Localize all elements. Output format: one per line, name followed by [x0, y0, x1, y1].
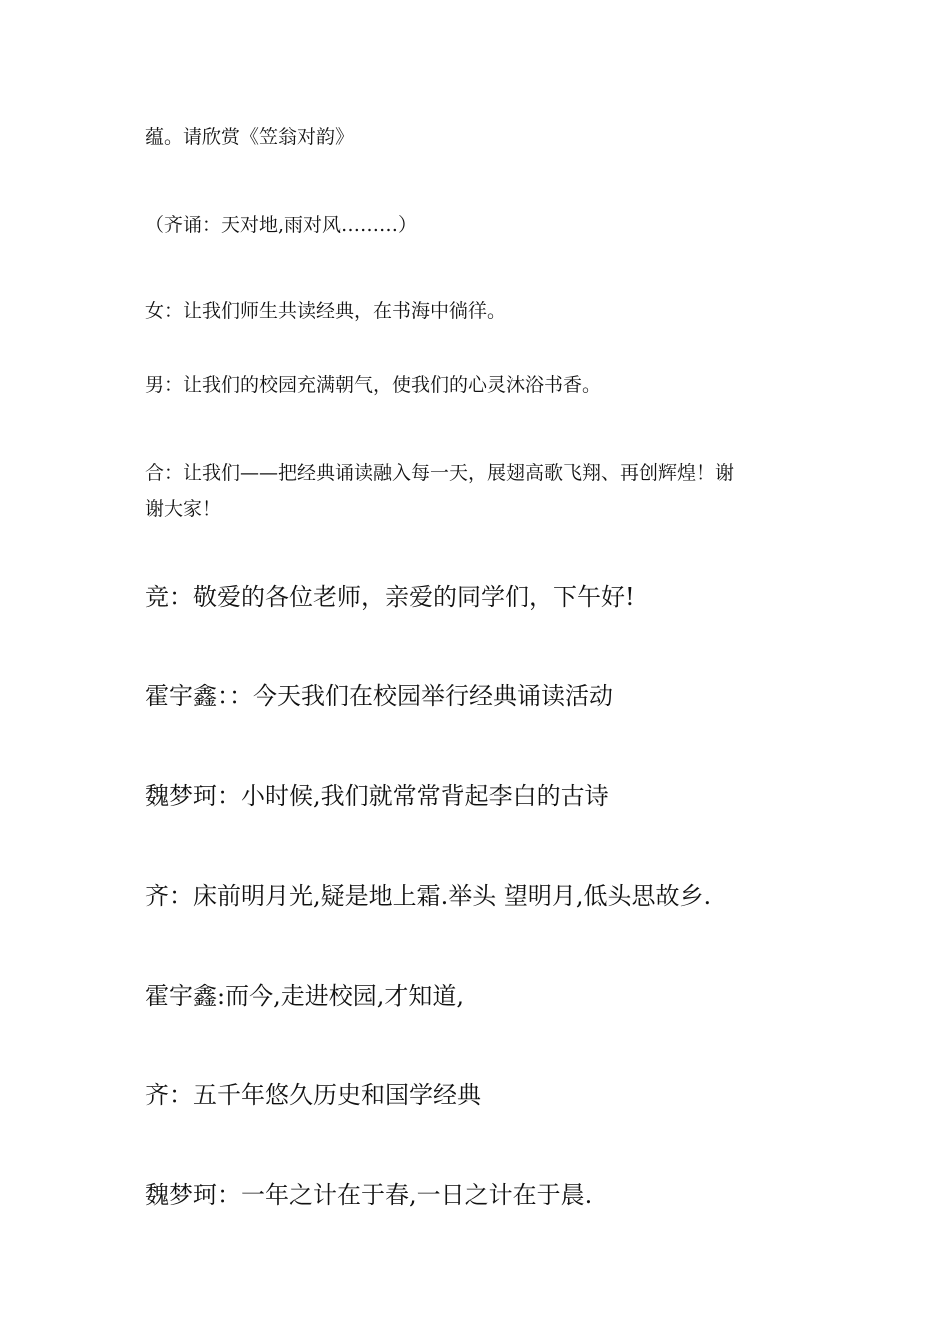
text-line-2: （齐诵：天对地,雨对风………）	[145, 214, 418, 236]
text-line-7: 竞：敬爱的各位老师，亲爱的同学们，下午好!	[145, 583, 635, 611]
text-line-10: 齐：床前明月光,疑是地上霜.举头 望明月,低头思故乡.	[145, 882, 712, 910]
text-line-13: 魏梦珂：一年之计在于春,一日之计在于晨.	[145, 1181, 593, 1209]
text-line-3: 女：让我们师生共读经典，在书海中徜徉。	[145, 300, 507, 322]
text-line-8: 霍宇鑫：：今天我们在校园举行经典诵读活动	[145, 682, 613, 710]
text-line-4: 男：让我们的校园充满朝气，使我们的心灵沐浴书香。	[145, 374, 602, 396]
text-line-9: 魏梦珂：小时候,我们就常常背起李白的古诗	[145, 782, 609, 810]
text-line-12: 齐：五千年悠久历史和国学经典	[145, 1081, 481, 1109]
text-line-11: 霍宇鑫:而今,走进校园,才知道,	[145, 982, 464, 1010]
text-line-1: 蕴。请欣赏《笠翁对韵》	[145, 126, 355, 148]
text-line-5: 合：让我们——把经典诵读融入每一天，展翅高歌飞翔、再创辉煌！谢	[145, 462, 735, 484]
text-line-6: 谢大家！	[145, 498, 222, 520]
